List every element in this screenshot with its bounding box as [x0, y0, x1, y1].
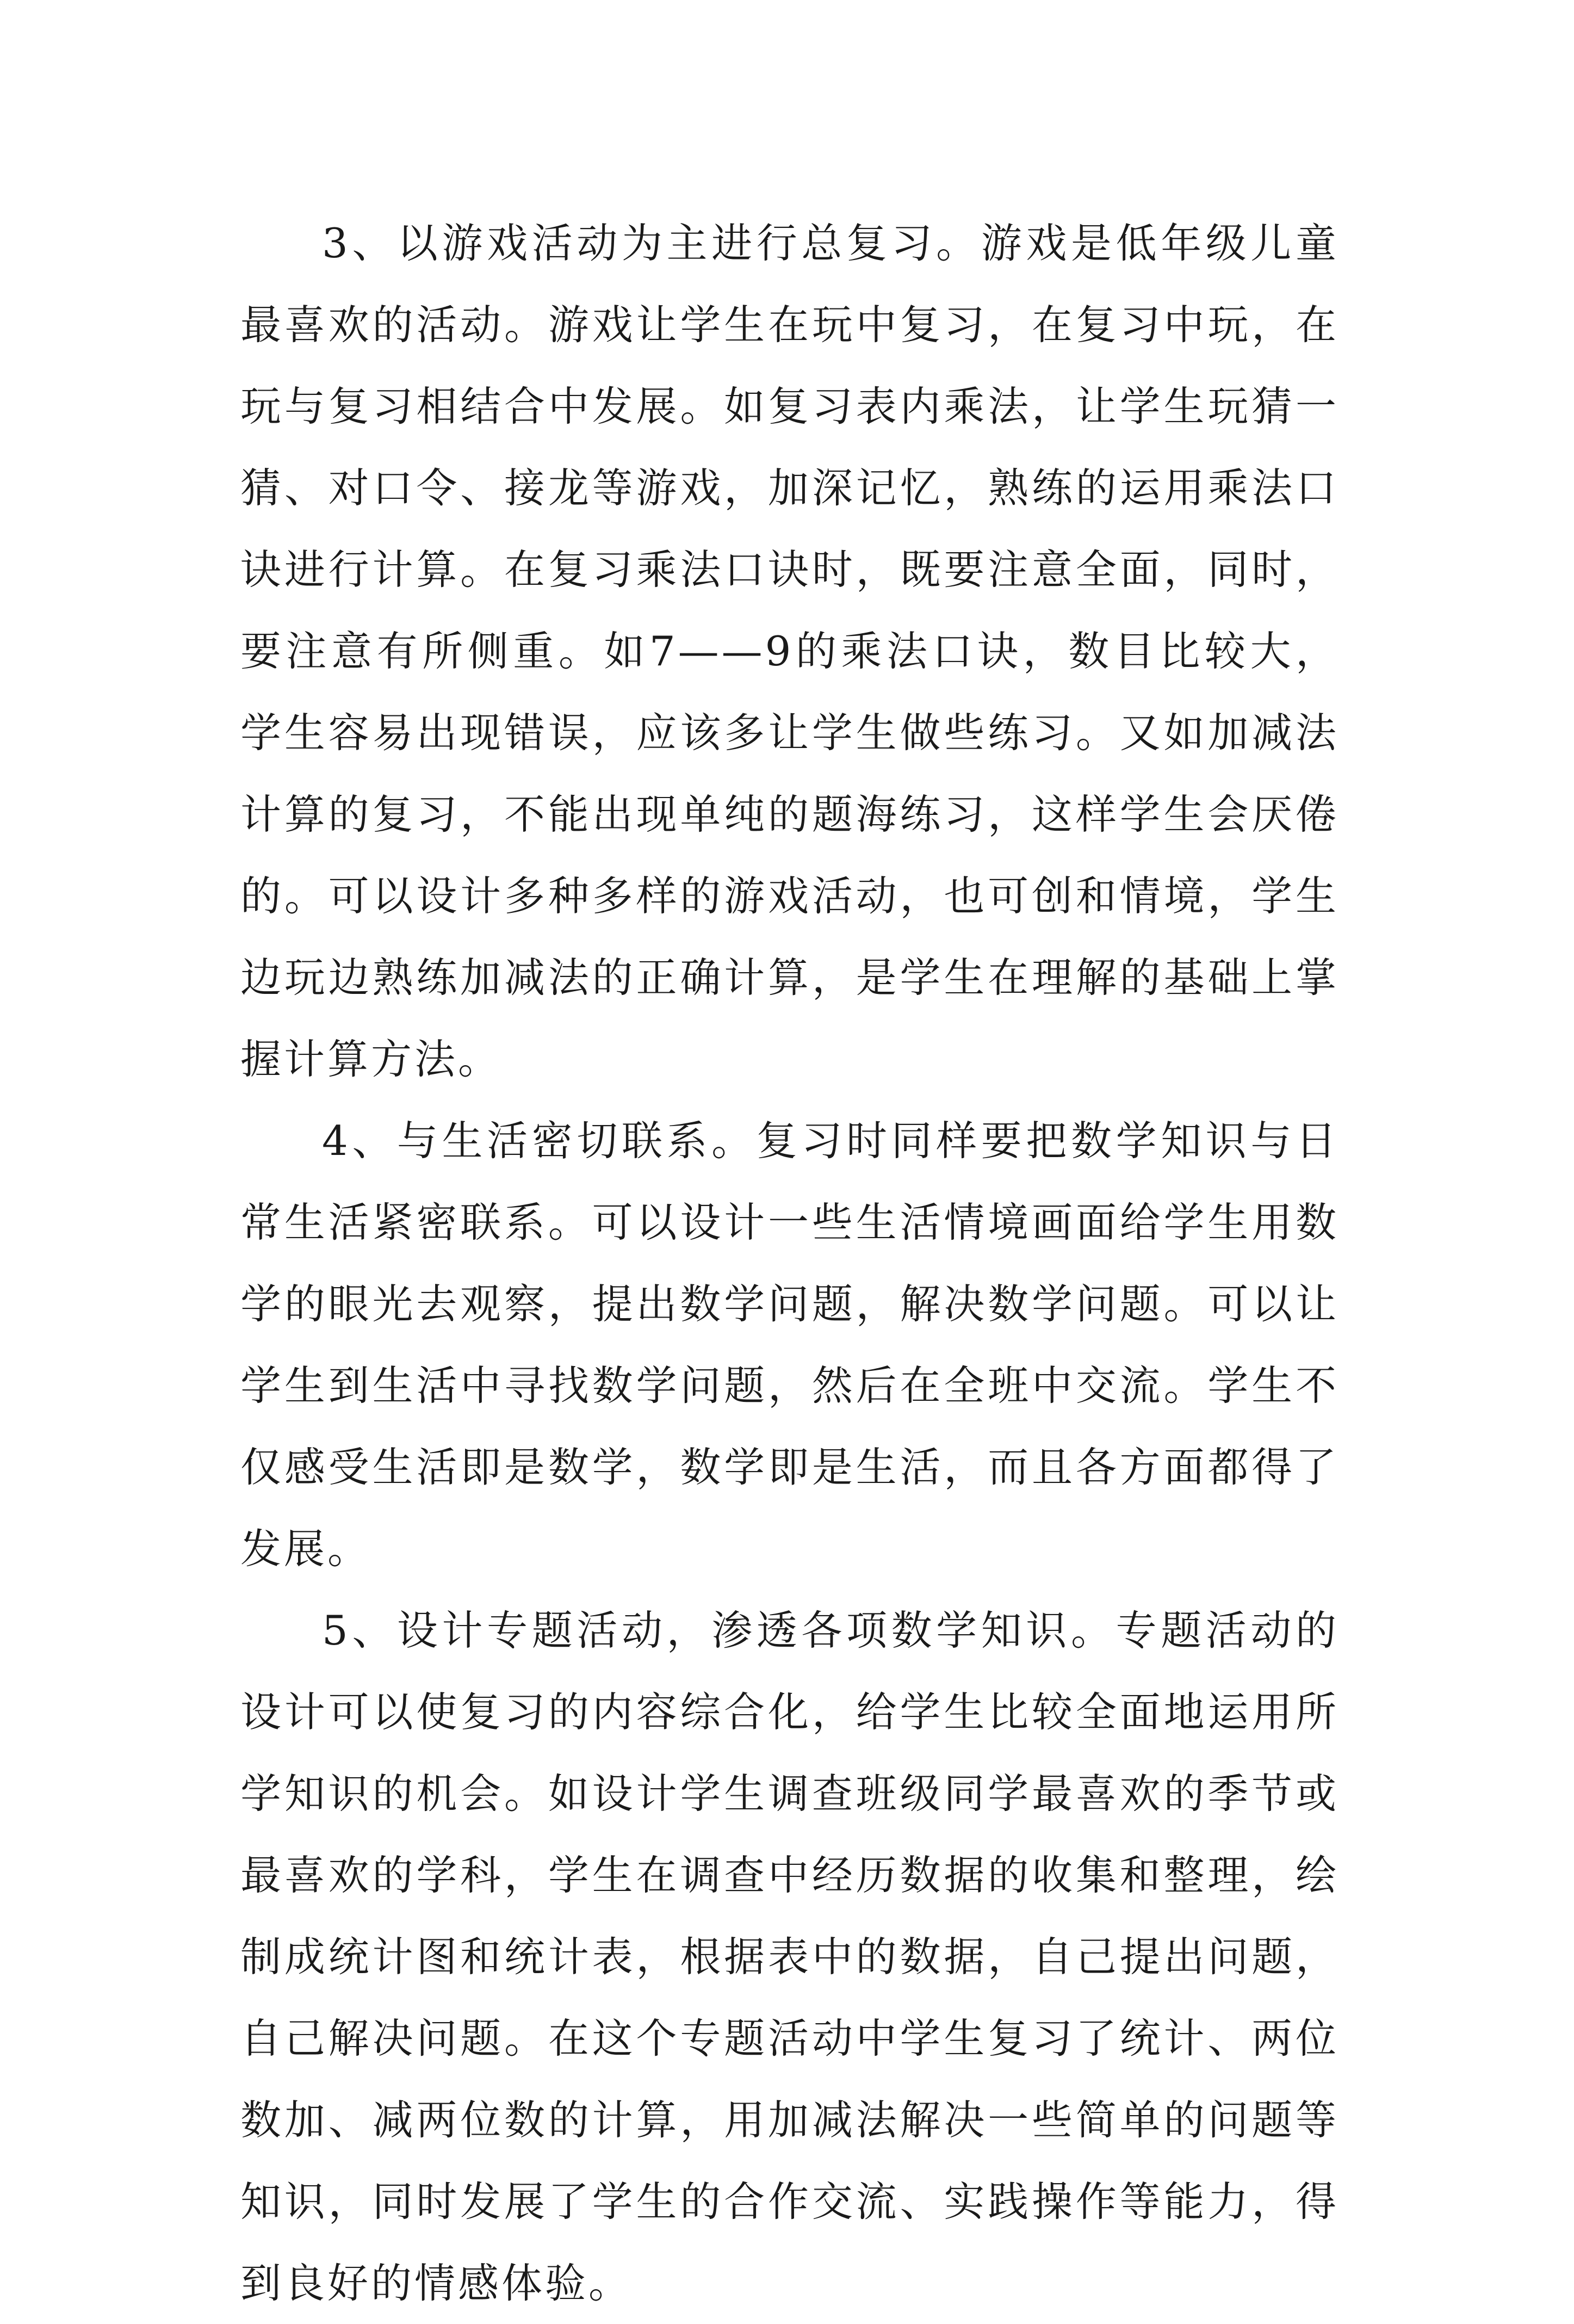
paragraph-4: 4、与生活密切联系。复习时同样要把数学知识与日常生活紧密联系。可以设计一些生活情境画面给学生用数学的眼光去观察，提出数学问题，解决数学问题。可以让学生到生活中寻找数学问题，然后在全班中交流。学生不仅感受生活即是数学，数学即是生活，而且各方面都得了发展。 — [240, 1117, 1339, 1573]
paragraph-3: 3、以游戏活动为主进行总复习。游戏是低年级儿童最喜欢的活动。游戏让学生在玩中复习，在复习中玩，在玩与复习相结合中发展。如复习表内乘法，让学生玩猜一猜、对口令、接龙等游戏，加深记忆，熟练的运用乘法口诀进行计算。在复习乘法口诀时，既要注意全面，同时，要注意有所侧重。如7——9的乘法口诀，数目比较大，学生容易出现错误，应该多让学生做些练习。又如加减法计算的复习，不能出现单纯的题海练习，这样学生会厌倦的。可以设计多种多样的游戏活动，也可创和情境，学生边玩边熟练加减法的正确计算，是学生在理解的基础上掌握计算方法。 — [240, 219, 1339, 1083]
document-body — [240, 202, 1339, 2324]
paragraph-5: 5、设计专题活动，渗透各项数学知识。专题活动的设计可以使复习的内容综合化，给学生比较全面地运用所学知识的机会。如设计学生调查班级同学最喜欢的季节或最喜欢的学科，学生在调查中经历数据的收集和整理，绘制成统计图和统计表，根据表中的数据，自己提出问题，自己解决问题。在这个专题活动中学生复习了统计、两位数加、减两位数的计算，用加减法解决一些简单的问题等知识，同时发展了学生的合作交流、实践操作等能力，得到良好的情感体验。 — [240, 1606, 1339, 2307]
